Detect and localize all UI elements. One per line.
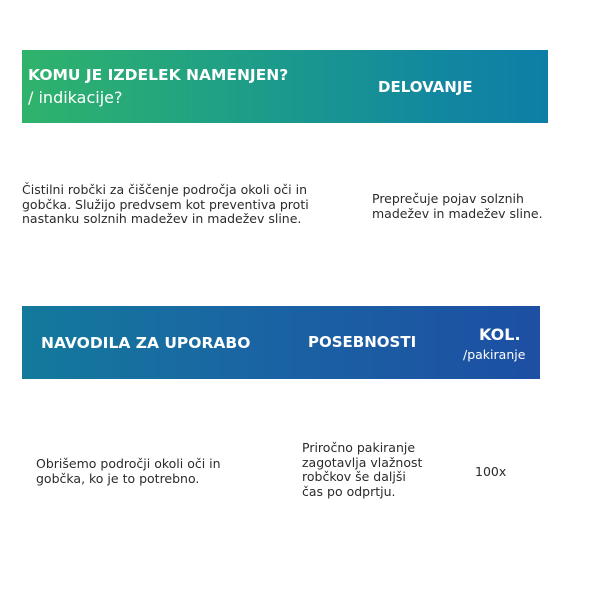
features-heading: POSEBNOSTI <box>308 333 417 351</box>
quantity-value: 100x <box>475 464 507 479</box>
indications-text: Čistilni robčki za čiščenje področja okoli oči in gobčka. Služijo predvsem kot preventiva proti nastanku solznih madežev in madežev sline. <box>22 182 309 226</box>
indications-action-header-banner <box>22 50 548 123</box>
indications-subheading: / indikacije? <box>28 88 123 107</box>
indications-heading: KOMU JE IZDELEK NAMENJEN? <box>28 66 289 84</box>
quantity-heading: KOL. <box>479 325 521 344</box>
action-text: Preprečuje pojav solznih madežev in madežev sline. <box>372 191 543 221</box>
action-heading: DELOVANJE <box>378 78 473 96</box>
quantity-subheading: /pakiranje <box>463 347 526 362</box>
usage-text: Obrišemo področji okoli oči in gobčka, ko je to potrebno. <box>36 456 221 486</box>
usage-heading: NAVODILA ZA UPORABO <box>41 334 251 352</box>
usage-features-header-banner <box>22 306 540 379</box>
features-text: Priročno pakiranje zagotavlja vlažnost robčkov še daljši čas po odprtju. <box>302 440 423 499</box>
